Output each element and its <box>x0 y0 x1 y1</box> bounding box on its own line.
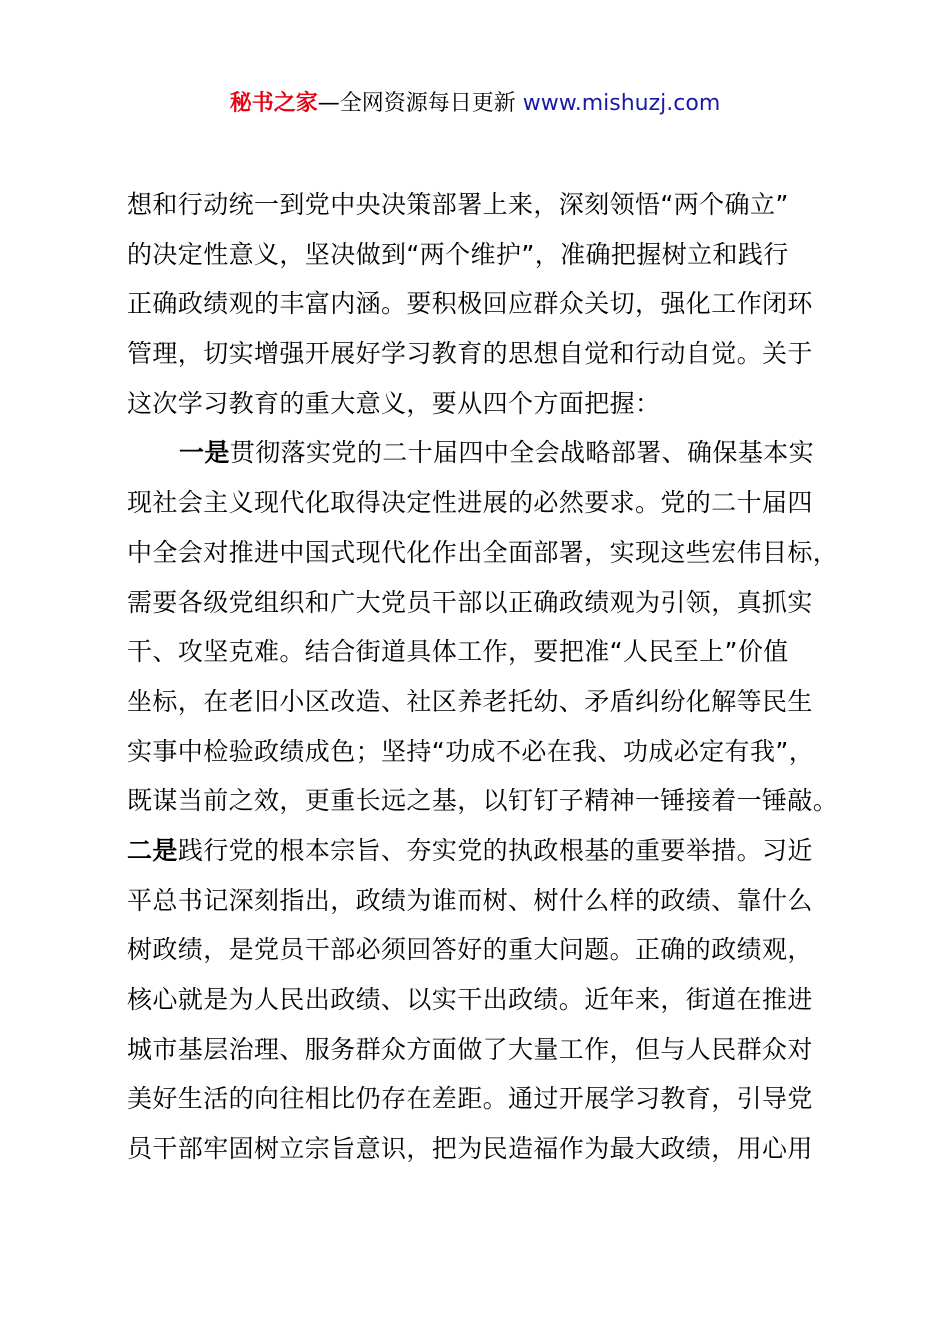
line-text: 需要各级党组织和广大党员干部以正确政绩观为引领，真抓实 <box>127 587 813 617</box>
body-line <box>127 925 847 975</box>
body-line <box>127 677 847 727</box>
paragraph-lead: 二是 <box>127 835 178 865</box>
document-body <box>127 180 847 1174</box>
body-line <box>127 1025 847 1075</box>
body-line <box>127 975 847 1025</box>
line-text: 核心就是为人民出政绩、以实干出政绩。近年来，街道在推进 <box>127 985 813 1014</box>
brand-name: 秘书之家 <box>229 91 318 116</box>
body-line <box>127 379 847 429</box>
body-line <box>127 826 847 876</box>
line-text: 想和行动统一到党中央决策部署上来，深刻领悟“两个确立” <box>127 190 789 219</box>
line-text: 中全会对推进中国式现代化作出全面部署，实现这些宏伟目标， <box>127 537 839 567</box>
line-text: 美好生活的向往相比仍存在差距。通过开展学习教育，引导党 <box>127 1084 813 1114</box>
line-text: 贯彻落实党的二十届四中全会战略部署、确保基本实 <box>229 438 815 468</box>
line-text: 正确政绩观的丰富内涵。要积极回应群众关切，强化工作闭环 <box>127 289 813 319</box>
body-line <box>127 230 847 280</box>
body-line <box>127 1074 847 1124</box>
line-text: 既谋当前之效，更重长远之基，以钉钉子精神一锤接着一锤敲。 <box>127 786 839 816</box>
page-header <box>0 88 950 120</box>
body-line <box>127 329 847 379</box>
line-text: 树政绩，是党员干部必须回答好的重大问题。正确的政绩观， <box>127 935 813 965</box>
line-text: 管理，切实增强开展好学习教育的思想自觉和行动自觉。关于 <box>127 339 813 369</box>
line-text: 员干部牢固树立宗旨意识，把为民造福作为最大政绩，用心用 <box>127 1134 813 1164</box>
paragraph-lead: 一是 <box>179 438 230 468</box>
body-line <box>127 1124 847 1174</box>
site-url-link[interactable]: www.mishuzj.com <box>522 91 721 116</box>
line-text: 现社会主义现代化取得决定性进展的必然要求。党的二十届四 <box>127 488 813 518</box>
line-text: 的决定性意义，坚决做到“两个维护”，准确把握树立和践行 <box>127 239 789 269</box>
body-line <box>127 279 847 329</box>
body-line <box>127 727 847 777</box>
line-text: 践行党的根本宗旨、夯实党的执政根基的重要举措。习近 <box>177 835 813 865</box>
line-text: 干、攻坚克难。结合街道具体工作，要把准“人民至上”价值 <box>127 637 789 667</box>
body-line <box>127 578 847 628</box>
body-line <box>127 627 847 677</box>
line-text: 城市基层治理、服务群众方面做了大量工作，但与人民群众对 <box>127 1034 813 1064</box>
body-line <box>127 478 847 528</box>
body-line <box>127 776 847 826</box>
body-line <box>127 876 847 926</box>
line-text: 坐标，在老旧小区改造、社区养老托幼、矛盾纠纷化解等民生 <box>127 686 813 716</box>
body-line <box>127 180 847 230</box>
header-tagline: —全网资源每日更新 <box>317 91 523 116</box>
line-text: 实事中检验政绩成色；坚持“功成不必在我、功成必定有我”， <box>127 736 815 766</box>
line-text: 这次学习教育的重大意义，要从四个方面把握： <box>127 388 661 418</box>
body-line-indented <box>127 428 847 478</box>
body-line <box>127 528 847 578</box>
line-text: 平总书记深刻指出，政绩为谁而树、树什么样的政绩、靠什么 <box>127 885 813 915</box>
